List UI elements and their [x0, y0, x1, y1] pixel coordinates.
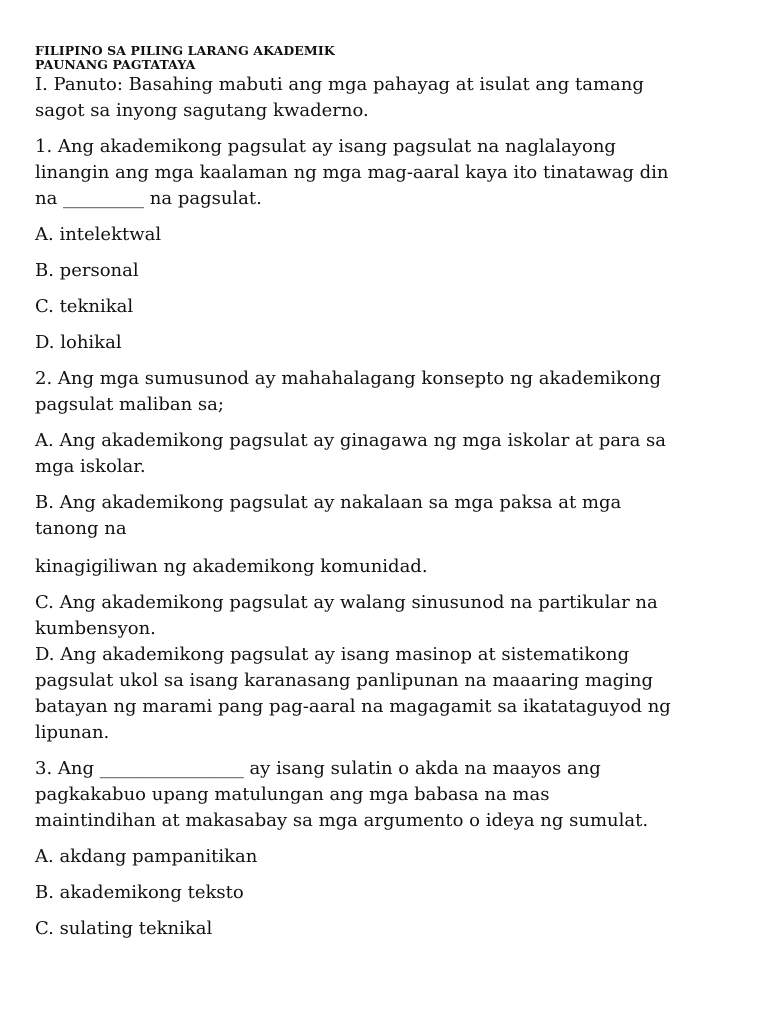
question-text-line: 3. Ang ________________ ay isang sulatin o akda na maayos ang — [35, 758, 601, 779]
question-text-line: 2. Ang mga sumusunod ay mahahalagang konsepto ng akademikong — [35, 368, 662, 389]
choice-d-cont: pagsulat ukol sa isang karanasang panlipunan na maaaring maging — [35, 670, 654, 691]
choice-c: C. teknikal — [35, 296, 134, 317]
choice-d: D. lohikal — [35, 332, 122, 353]
instructions-line: I. Panuto: Basahing mabuti ang mga pahayag at isulat ang tamang — [35, 74, 644, 95]
question-text-line: pagsulat maliban sa; — [35, 394, 224, 415]
choice-c: C. Ang akademikong pagsulat ay walang sinusunod na partikular na — [35, 592, 658, 613]
choice-d: D. Ang akademikong pagsulat ay isang masinop at sistematikong — [35, 644, 630, 665]
choice-d-cont: batayan ng marami pang pag-aaral na magagamit sa ikatataguyod ng — [35, 696, 671, 717]
choice-a: A. akdang pampanitikan — [35, 846, 258, 867]
question-3 — [35, 756, 735, 942]
choice-b-cont: tanong na — [35, 518, 127, 539]
choice-a: A. intelektwal — [35, 224, 162, 245]
choice-b: B. personal — [35, 260, 139, 281]
instructions-line: sagot sa inyong sagutang kwaderno. — [35, 100, 369, 121]
question-2 — [35, 366, 735, 746]
question-text-line: linangin ang mga kaalaman ng mga mag-aaral kaya ito tinatawag din — [35, 162, 669, 183]
choice-a-cont: mga iskolar. — [35, 456, 146, 477]
choice-a: A. Ang akademikong pagsulat ay ginagawa ng mga iskolar at para sa — [35, 430, 667, 451]
test-type-title: PAUNANG PAGTATAYA — [35, 57, 196, 72]
question-1 — [35, 134, 735, 356]
question-text-line: maintindihan at makasabay sa mga argumento o ideya ng sumulat. — [35, 810, 649, 831]
question-text-line: pagkakabuo upang matulungan ang mga babasa na mas — [35, 784, 550, 805]
question-text-line: 1. Ang akademikong pagsulat ay isang pagsulat na naglalayong — [35, 136, 616, 157]
choice-b-cont: kinagigiliwan ng akademikong komunidad. — [35, 556, 428, 577]
document-page — [35, 44, 735, 942]
choice-b: B. Ang akademikong pagsulat ay nakalaan sa mga paksa at mga — [35, 492, 622, 513]
instructions — [35, 72, 735, 124]
choice-c: C. sulating teknikal — [35, 918, 213, 939]
choice-d-cont: lipunan. — [35, 722, 110, 743]
choice-c-cont: kumbensyon. — [35, 618, 156, 639]
subject-title: FILIPINO SA PILING LARANG AKADEMIK — [35, 43, 335, 58]
question-text-line: na _________ na pagsulat. — [35, 188, 262, 209]
choice-b: B. akademikong teksto — [35, 882, 244, 903]
